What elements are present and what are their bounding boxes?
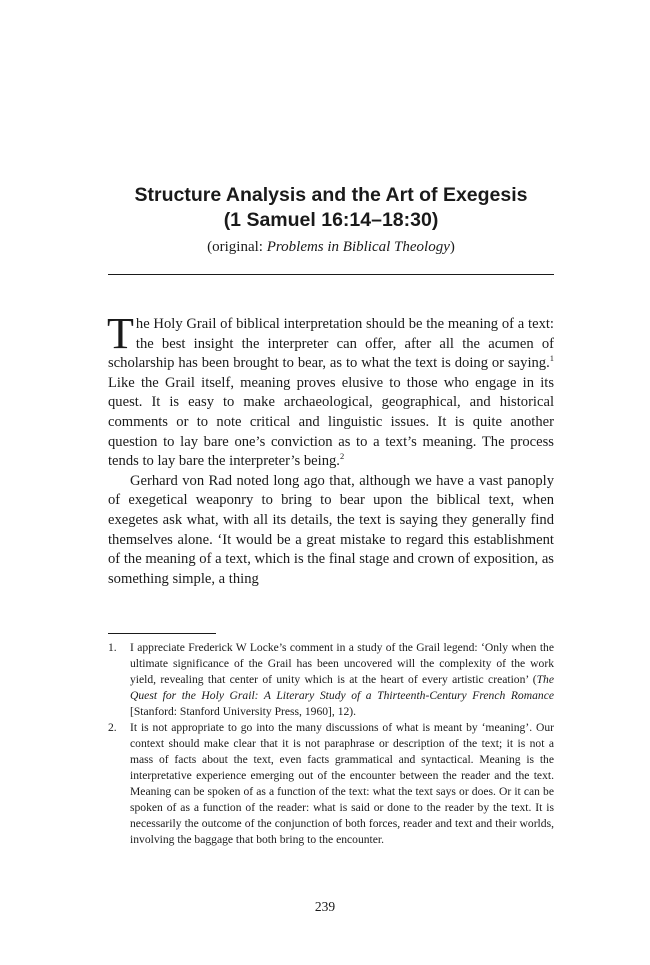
main-text [107,309,554,589]
source-note-suffix: ) [449,239,455,255]
footnote-1-text-a: I appreciate Frederick W Locke’s comment in a study of the Grail legend: ‘Only when the ultimate significance of the Grail has been uncovered will the complexity of the work yield, revealing that center of unity which is at the heart of every artistic creation’ ( [130,641,554,686]
paragraph-1-text-a: he Holy Grail of biblical interpretation should be the meaning of a text: the best insight the interpreter can offer, after all the acumen of scholarship has been brought to bear, as to what the text is doing or saying. [108,316,554,372]
source-note-prefix: (original: [207,239,267,255]
footnote-1-book-title: The Quest for the Holy Grail: A Literary Study of a Thirteenth-Century French Romance [130,673,554,702]
drop-cap: T [107,309,134,358]
heading-divider [108,274,554,275]
paragraph-1 [107,309,554,472]
paragraph-1-text-b: Like the Grail itself, meaning proves elusive to those who engage in its quest. It is easy to make archaeological, geographical, and historical comments or to note critical and linguistic issues. It is quite another question to lay bare one’s conviction as to a text’s meaning. The process tends to lay bare the interpreter’s being. [108,374,554,470]
footnote-divider [108,633,216,634]
chapter-title-line-1: Structure Analysis and the Art of Exegesis [134,184,528,206]
page-number: 239 [314,899,336,914]
paragraph-2: Gerhard von Rad noted long ago that, although we have a vast panoply of exegetical weaponry to bring to bear upon the biblical text, when exegetes ask what, with all its details, the text is saying they generally find themselves alone. ‘It would be a great mistake to regard this establishment of the meaning of a text, which is the final stage and crown of exposition, as something simple, a thing [108,472,554,587]
source-note-title: Problems in Biblical Theology [266,239,450,255]
footnote-ref-2[interactable]: 2 [339,451,345,462]
chapter-source-note [108,237,554,257]
footnote-number: 2. [108,721,117,734]
footnote-1-text-b: [Stanford: Stanford University Press, 1960], 12). [130,705,357,718]
footnote-2 [108,720,554,848]
chapter-heading [108,183,554,257]
footnote-number: 1. [108,641,117,654]
footnote-1 [108,640,554,720]
footnote-ref-1[interactable]: 1 [549,353,554,364]
footnotes [108,640,554,848]
chapter-title-line-2: (1 Samuel 16:14–18:30) [223,209,439,231]
footnote-2-text: It is not appropriate to go into the many discussions of what is meant by ‘meaning’. Our context should make clear that it is not paraphrase or description of the text; it is not a mass of facts about the text, even facts grammatical and syntactical. Meaning is the interpretative experience emerging out of the encounter between the reader and the text. Meaning can be spoken of as a function of the text: what the text says or does. Or it can be spoken of as a function of the reader: what is said or done to the reader by the text. It is necessarily the outcome of the conjunction of both forces, reader and text and their worlds, involving the baggage that both bring to the encounter. [130,721,554,846]
